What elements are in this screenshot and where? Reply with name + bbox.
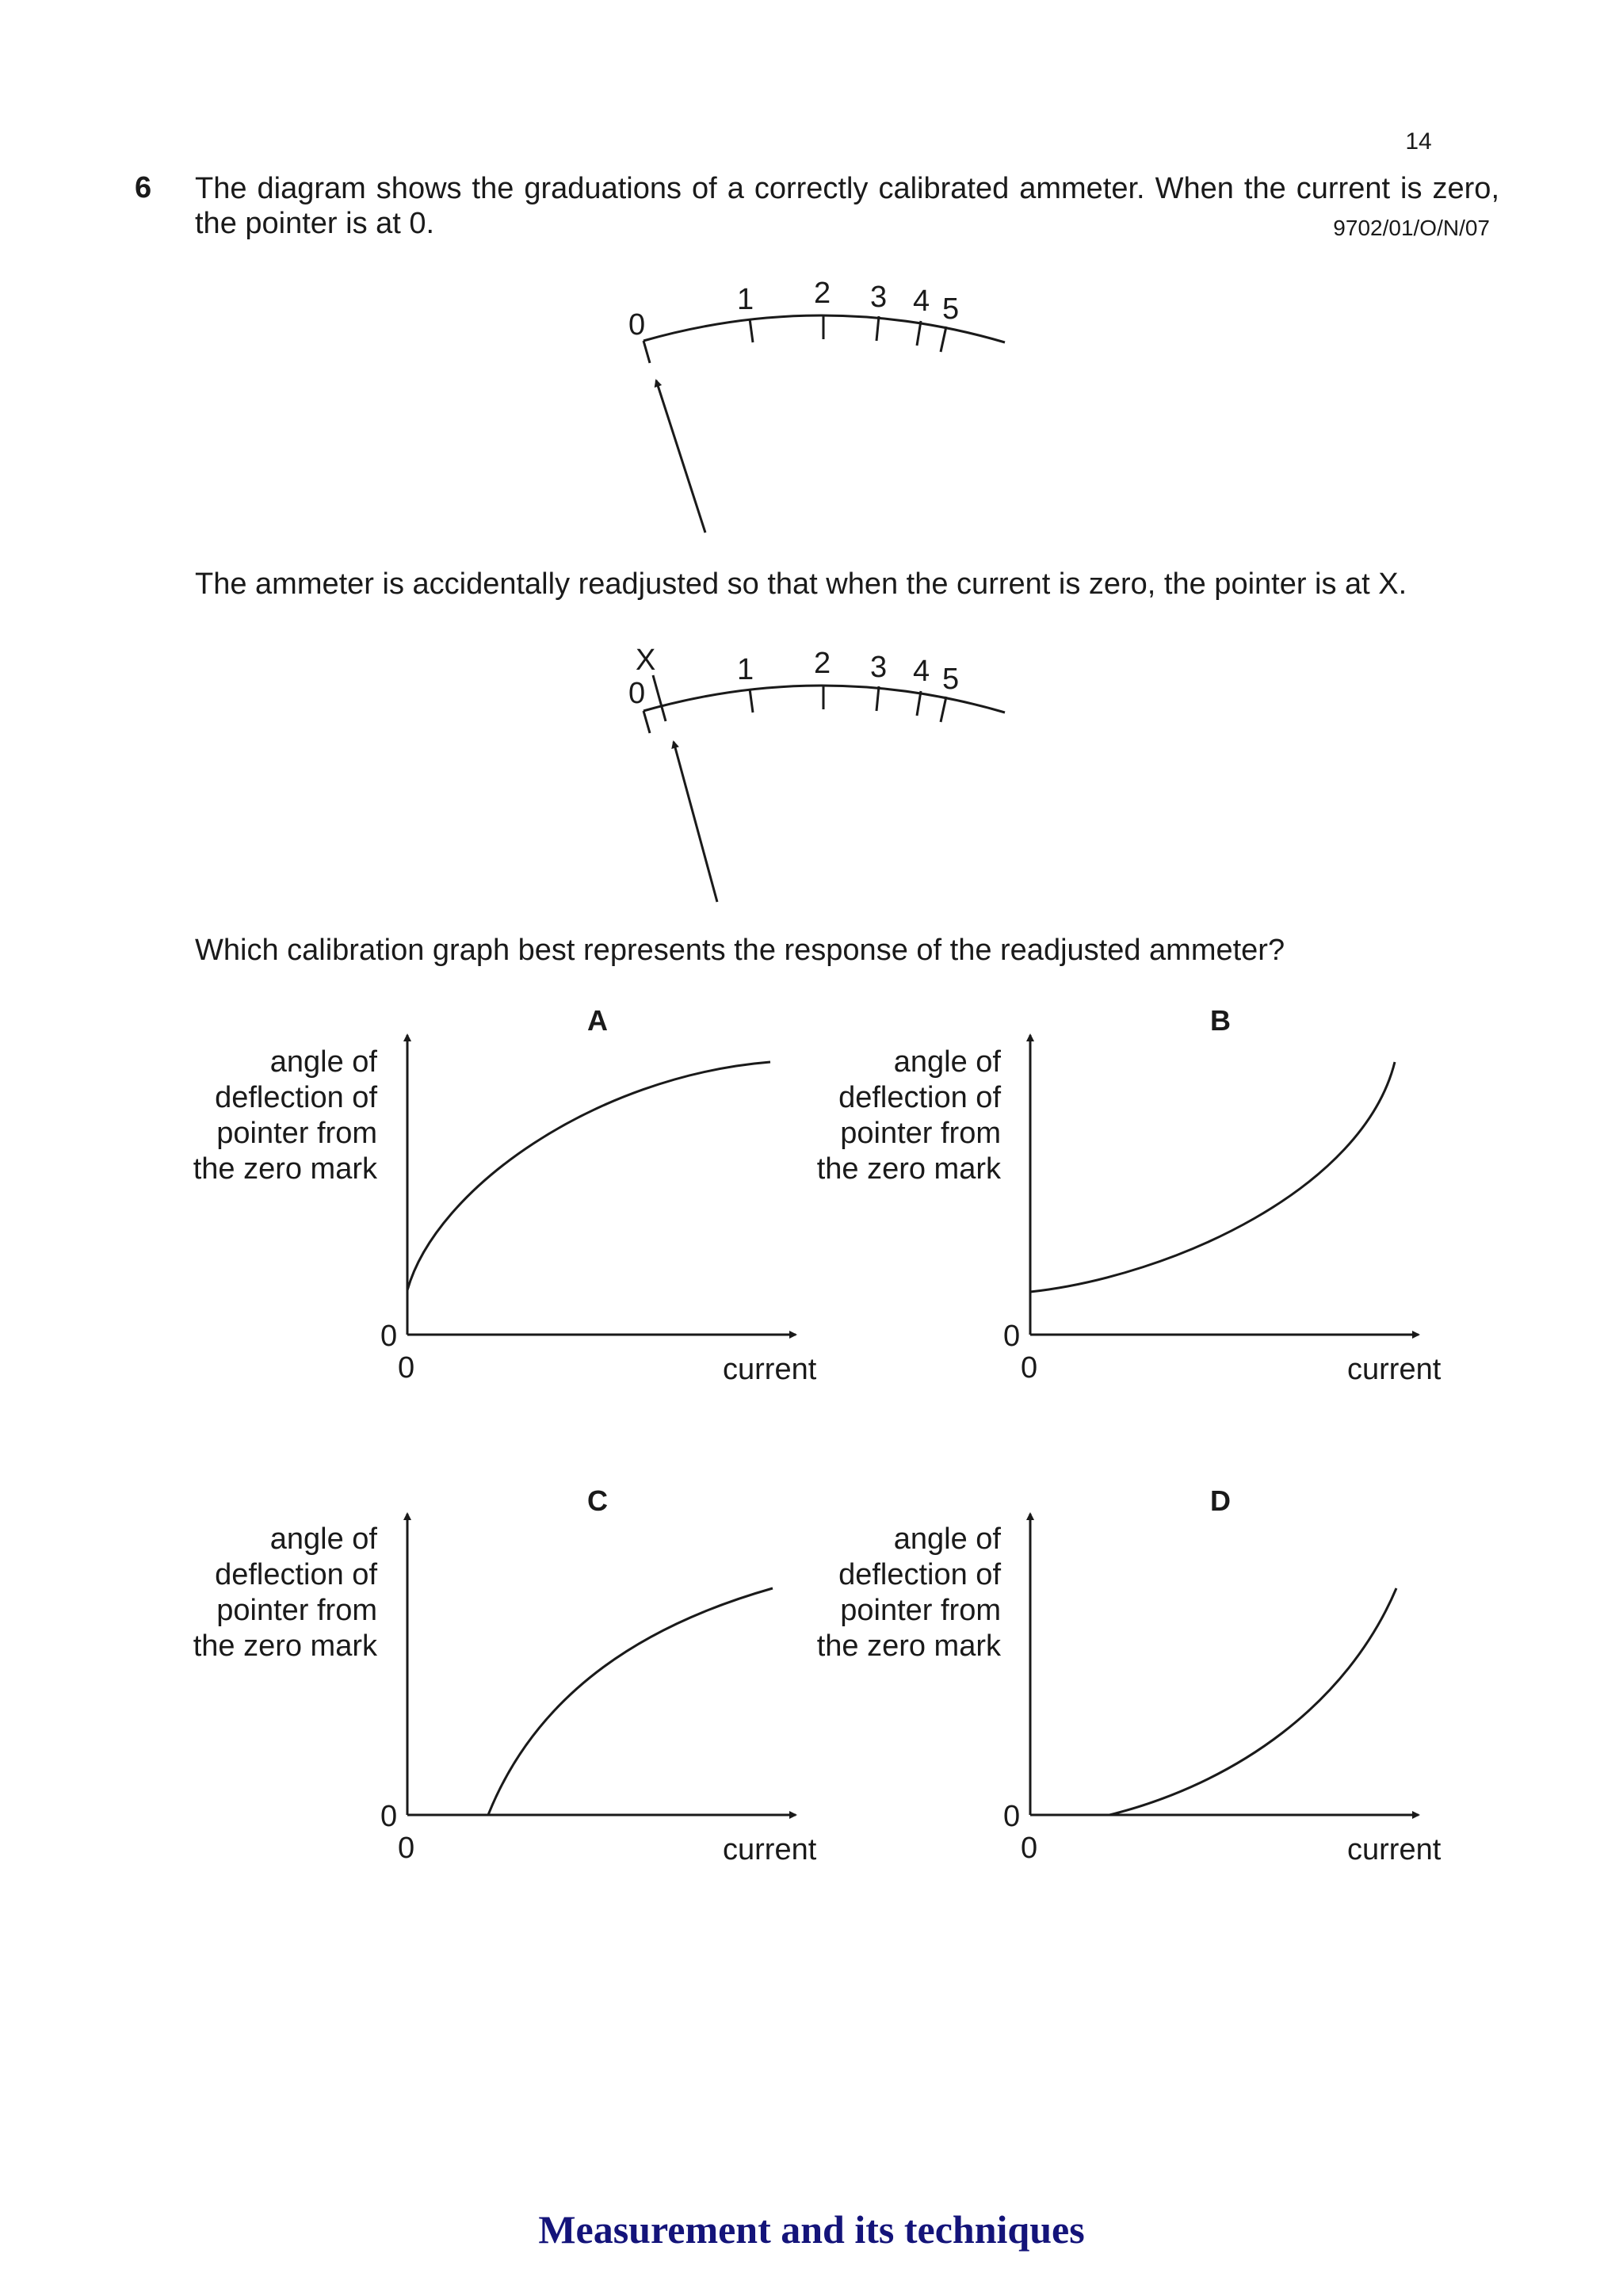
ammeter-dial-calibrated — [643, 315, 1005, 533]
graph-a-xlabel: current — [723, 1353, 817, 1386]
graph-b-ylabel-3: pointer from — [840, 1117, 1001, 1150]
graph-b-ylabel-4: the zero mark — [816, 1152, 1001, 1186]
graph-d-curve — [1109, 1588, 1396, 1815]
dial2-label-5: 5 — [942, 663, 960, 696]
dial1-label-0: 0 — [628, 308, 646, 342]
graph-d-ylabel-3: pointer from — [840, 1594, 1001, 1627]
graph-a-origin-y: 0 — [380, 1320, 398, 1353]
graph-c-ylabel-1: angle of — [269, 1522, 377, 1556]
graph-b-origin-y: 0 — [1003, 1320, 1021, 1353]
graph-d-ylabel-2: deflection of — [838, 1558, 1001, 1591]
dial2-label-1: 1 — [737, 653, 754, 686]
tick-1 — [750, 319, 753, 342]
graph-a-ylabel-1: angle of — [269, 1045, 377, 1079]
tick-3 — [876, 686, 879, 711]
graph-b-letter: B — [1210, 1004, 1231, 1037]
graph-c-origin-x: 0 — [398, 1832, 415, 1865]
graph-d-letter: D — [1210, 1484, 1231, 1517]
graph-b-curve — [1030, 1062, 1395, 1292]
tick-5 — [941, 327, 946, 352]
graph-a-ylabel-3: pointer from — [216, 1117, 377, 1150]
graph-d-ylabel-4: the zero mark — [816, 1629, 1001, 1663]
dial1-label-3: 3 — [870, 281, 888, 314]
dial2-label-x: X — [636, 644, 656, 677]
dial1-label-1: 1 — [737, 283, 754, 316]
tick-4 — [917, 321, 921, 346]
tick-1 — [750, 689, 753, 712]
graph-c-ylabel-3: pointer from — [216, 1594, 377, 1627]
footer-title: Measurement and its techniques — [538, 2207, 1085, 2252]
graph-d-xlabel: current — [1347, 1833, 1442, 1866]
dial2-label-0: 0 — [628, 677, 646, 710]
question-number: 6 — [135, 171, 152, 204]
tick-0 — [643, 711, 650, 733]
dial2-label-3: 3 — [870, 651, 888, 684]
tick-0 — [643, 341, 650, 363]
graph-c-ylabel-4: the zero mark — [193, 1629, 377, 1663]
graph-b-xlabel: current — [1347, 1353, 1442, 1386]
graph-a-ylabel-2: deflection of — [215, 1081, 377, 1114]
graph-d-origin-y: 0 — [1003, 1800, 1021, 1833]
tick-3 — [876, 316, 879, 341]
dial1-label-5: 5 — [942, 292, 960, 326]
graph-c — [193, 1484, 817, 1866]
graph-b-ylabel-2: deflection of — [838, 1081, 1001, 1114]
tick-4 — [917, 691, 921, 716]
dial2-label-2: 2 — [814, 647, 831, 680]
dial2-labels — [628, 644, 959, 710]
graph-a — [193, 1004, 817, 1386]
graph-d-origin-x: 0 — [1021, 1832, 1038, 1865]
graph-a-ylabel-4: the zero mark — [193, 1152, 377, 1186]
dial1-label-4: 4 — [913, 285, 930, 318]
page-number: 14 — [1405, 128, 1432, 155]
question-text: The diagram shows the graduations of a correctly calibrated ammeter. When the current is zero, the pointer is at 0. — [195, 172, 1499, 240]
graph-c-ylabel-2: deflection of — [215, 1558, 377, 1591]
graph-d-ylabel-1: angle of — [893, 1522, 1001, 1556]
question-text-readjusted: The ammeter is accidentally readjusted so that when the current is zero, the pointer is at X. — [195, 567, 1407, 601]
graph-c-letter: C — [587, 1484, 608, 1517]
pointer-arrow — [674, 742, 717, 902]
graph-c-origin-y: 0 — [380, 1800, 398, 1833]
ammeter-dial-readjusted — [643, 675, 1005, 902]
graph-d — [817, 1484, 1442, 1866]
graph-b-ylabel-1: angle of — [893, 1045, 1001, 1079]
graph-a-curve — [407, 1062, 770, 1290]
graph-b-origin-x: 0 — [1021, 1351, 1038, 1385]
pointer-arrow — [656, 380, 705, 533]
dial1-label-2: 2 — [814, 277, 831, 310]
graph-a-letter: A — [587, 1004, 608, 1037]
graph-c-curve — [488, 1588, 773, 1815]
tick-x — [653, 675, 666, 721]
tick-5 — [941, 697, 946, 722]
graph-c-xlabel: current — [723, 1833, 817, 1866]
question-text-which-graph: Which calibration graph best represents the response of the readjusted ammeter? — [195, 934, 1285, 967]
graph-a-origin-x: 0 — [398, 1351, 415, 1385]
dial2-label-4: 4 — [913, 655, 930, 688]
graph-b — [817, 1004, 1442, 1386]
question-code: 9702/01/O/N/07 — [1333, 216, 1490, 240]
